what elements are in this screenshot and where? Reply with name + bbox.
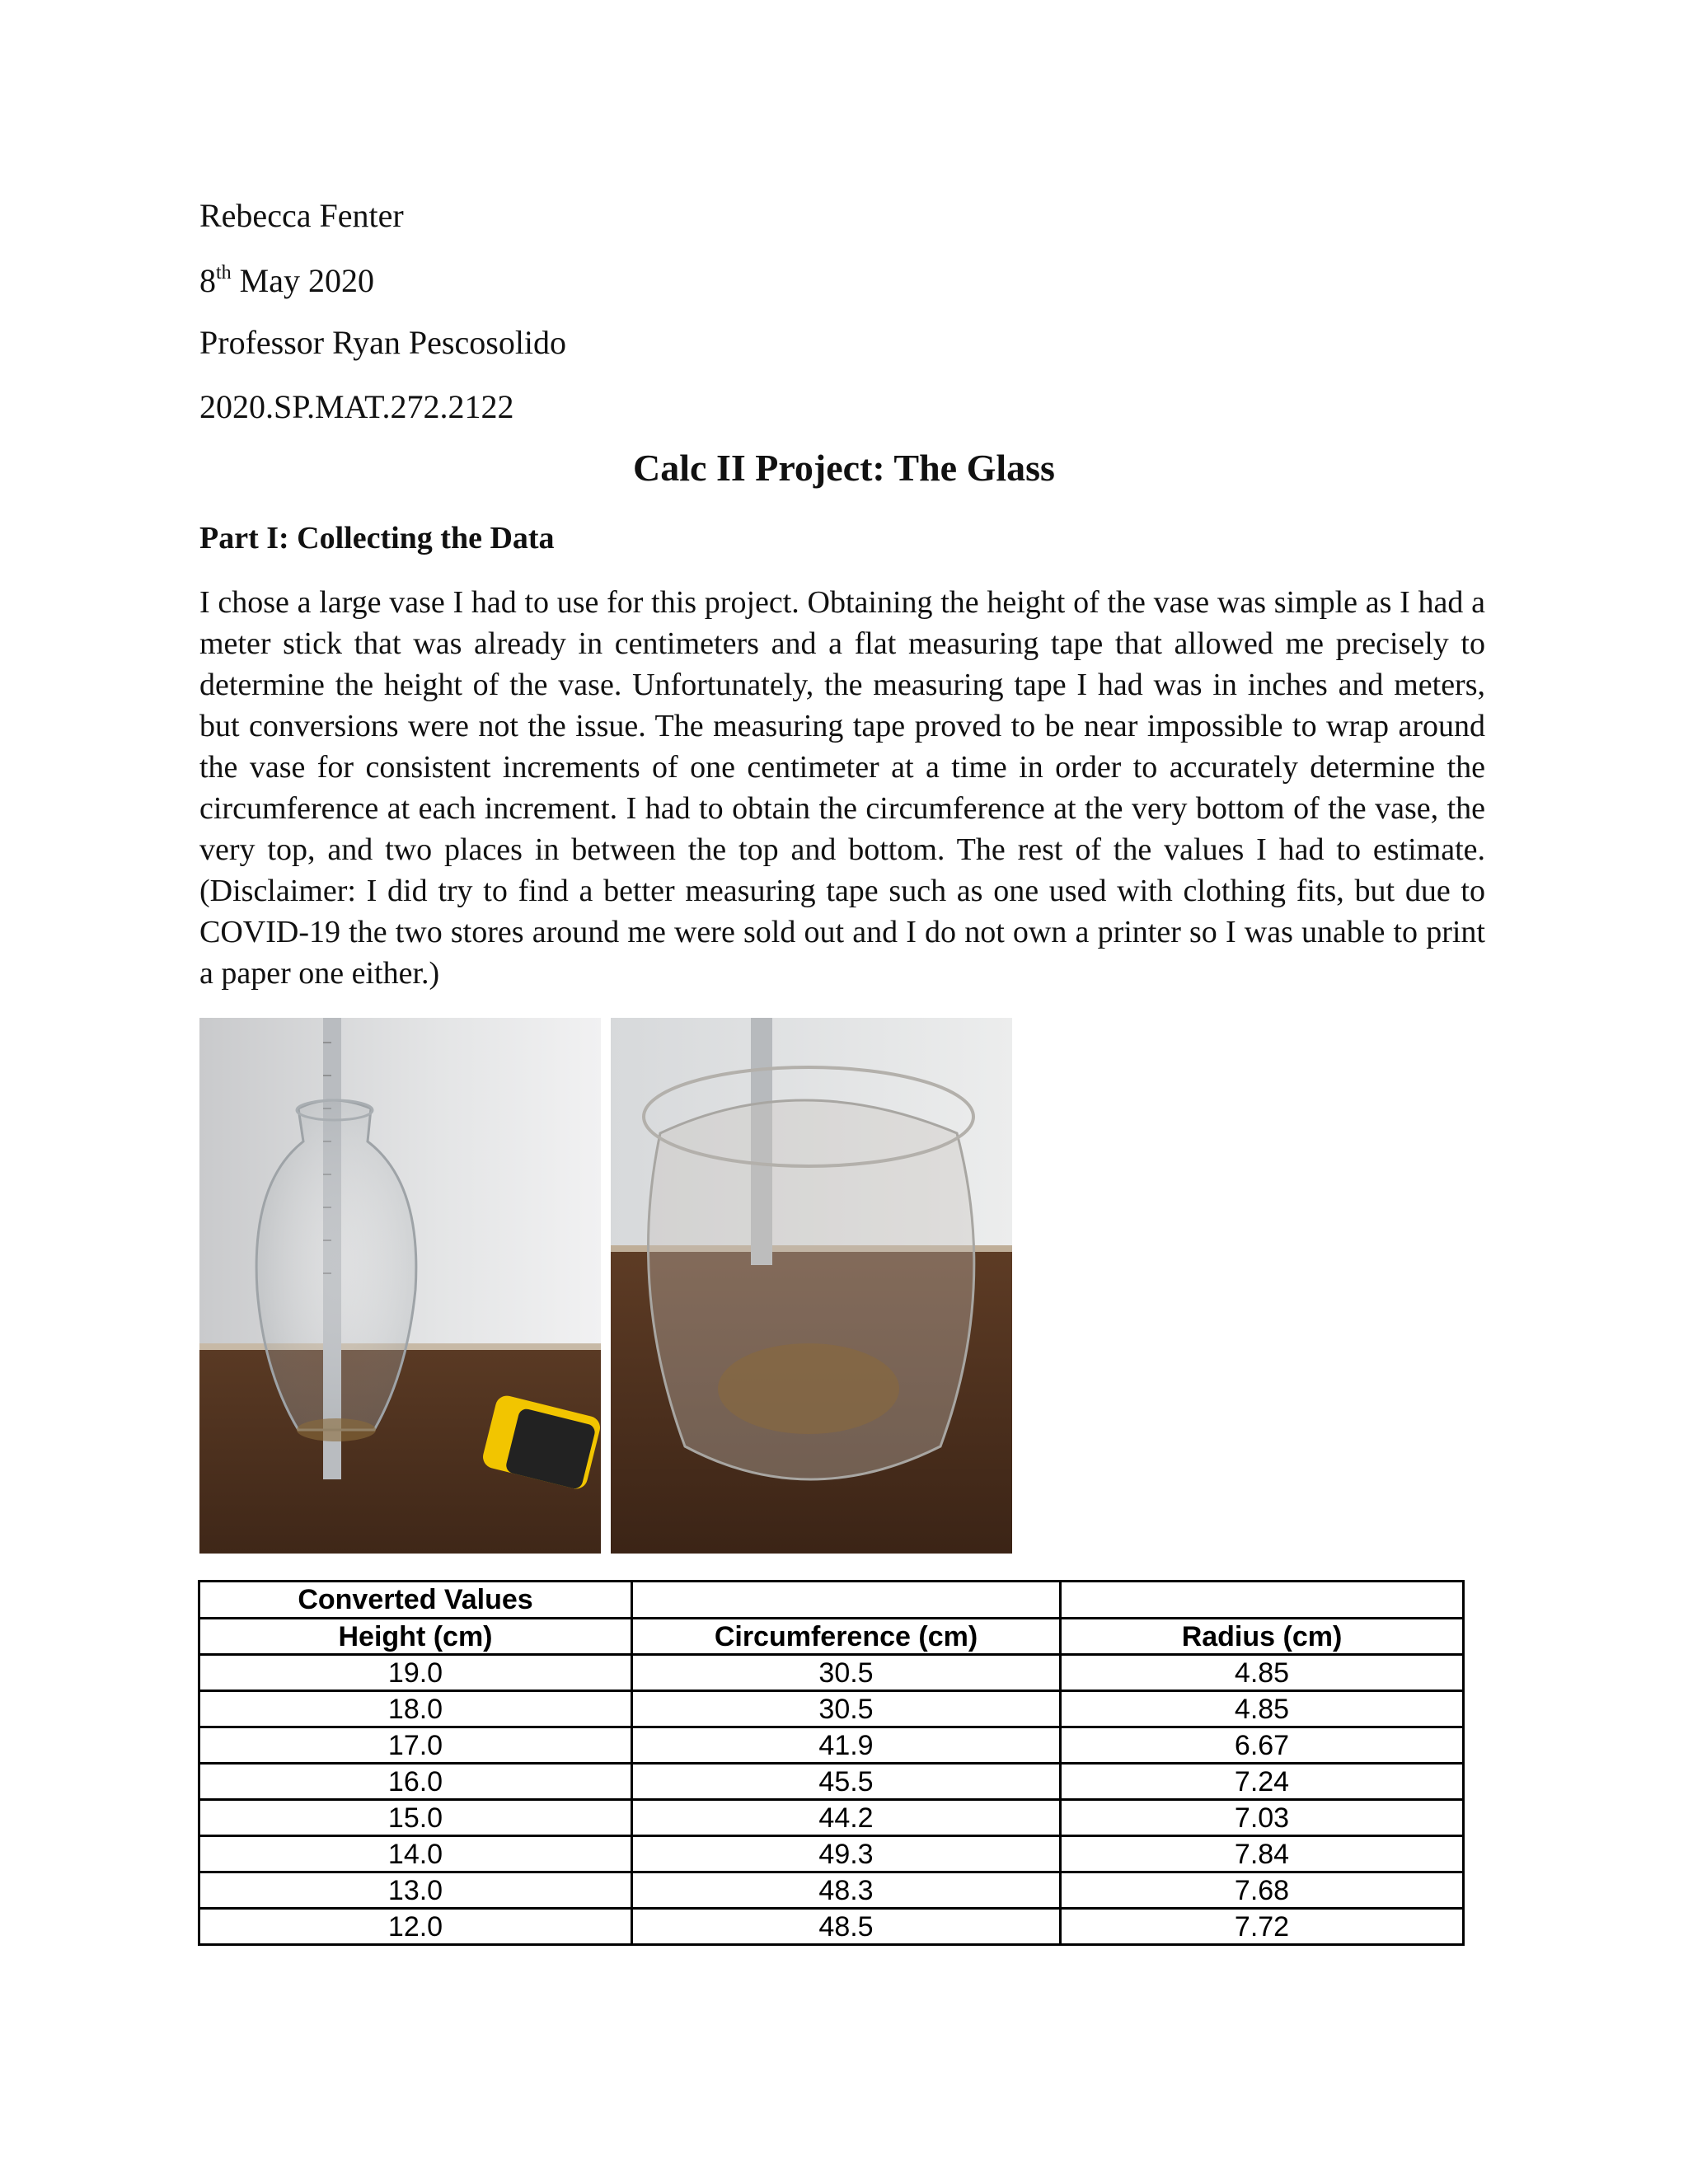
circumference-cell: 49.3 [632,1836,1061,1872]
vase-photo-top [611,1018,1012,1554]
circumference-cell: 48.3 [632,1872,1061,1909]
height-cell: 12.0 [199,1909,632,1945]
date-suffix: th [216,262,232,284]
height-cell: 15.0 [199,1800,632,1836]
table-row [199,1872,1464,1909]
circumference-cell: 44.2 [632,1800,1061,1836]
author-name: Rebecca Fenter [199,197,404,234]
body-paragraph: I chose a large vase I had to use for this project. Obtaining the height of the vase was simple as I had a meter stick that was already in centimeters and a flat measuring tape that allowed me precisely to determine the height of the vase. Unfortunately, the measuring tape I had was in inches and meters, but conversions were not the issue. The measuring tape proved to be near impossible to wrap around the vase for consistent increments of one centimeter at a time in order to accurately determine the circumference at each increment. I had to obtain the circumference at the very bottom of the vase, the very top, and two places in between the top and bottom. The rest of the values I had to estimate. (Disclaimer: I did try to find a better measuring tape such as one used with clothing fits, but due to COVID-19 the two stores around me were sold out and I do not own a printer so I was unable to print a paper one either.) [199,585,1485,991]
submission-date [199,261,374,301]
radius-cell: 7.03 [1061,1800,1464,1836]
radius-cell: 6.67 [1061,1727,1464,1764]
circumference-cell: 30.5 [632,1691,1061,1727]
date-day: 8 [199,262,216,299]
radius-cell: 7.84 [1061,1836,1464,1872]
table-row [199,1764,1464,1800]
empty-cell [1061,1582,1464,1619]
height-cell: 17.0 [199,1727,632,1764]
radius-cell: 7.68 [1061,1872,1464,1909]
empty-cell [632,1582,1061,1619]
circumference-cell: 48.5 [632,1909,1061,1945]
professor-name: Professor Ryan Pescosolido [199,324,567,361]
radius-cell: 4.85 [1061,1655,1464,1691]
header-circumference: Circumference (cm) [632,1619,1061,1655]
header-radius: Radius (cm) [1061,1619,1464,1655]
group-label: Converted Values [199,1582,632,1619]
date-rest: May 2020 [231,262,374,299]
table-row [199,1909,1464,1945]
vase-photo-side [199,1018,601,1554]
height-cell: 13.0 [199,1872,632,1909]
section-heading: Part I: Collecting the Data [199,521,555,555]
table-group-row [199,1582,1464,1619]
circumference-cell: 41.9 [632,1727,1061,1764]
table-row [199,1655,1464,1691]
radius-cell: 7.72 [1061,1909,1464,1945]
radius-cell: 7.24 [1061,1764,1464,1800]
table-row [199,1727,1464,1764]
converted-values-table [198,1580,1465,1946]
circumference-cell: 45.5 [632,1764,1061,1800]
document-title: Calc II Project: The Glass [633,447,1055,489]
table-header-row [199,1619,1464,1655]
table-row [199,1691,1464,1727]
height-cell: 18.0 [199,1691,632,1727]
table-row [199,1836,1464,1872]
height-cell: 19.0 [199,1655,632,1691]
height-cell: 14.0 [199,1836,632,1872]
radius-cell: 4.85 [1061,1691,1464,1727]
table-row [199,1800,1464,1836]
header-height: Height (cm) [199,1619,632,1655]
height-cell: 16.0 [199,1764,632,1800]
course-code: 2020.SP.MAT.272.2122 [199,388,514,425]
circumference-cell: 30.5 [632,1655,1061,1691]
